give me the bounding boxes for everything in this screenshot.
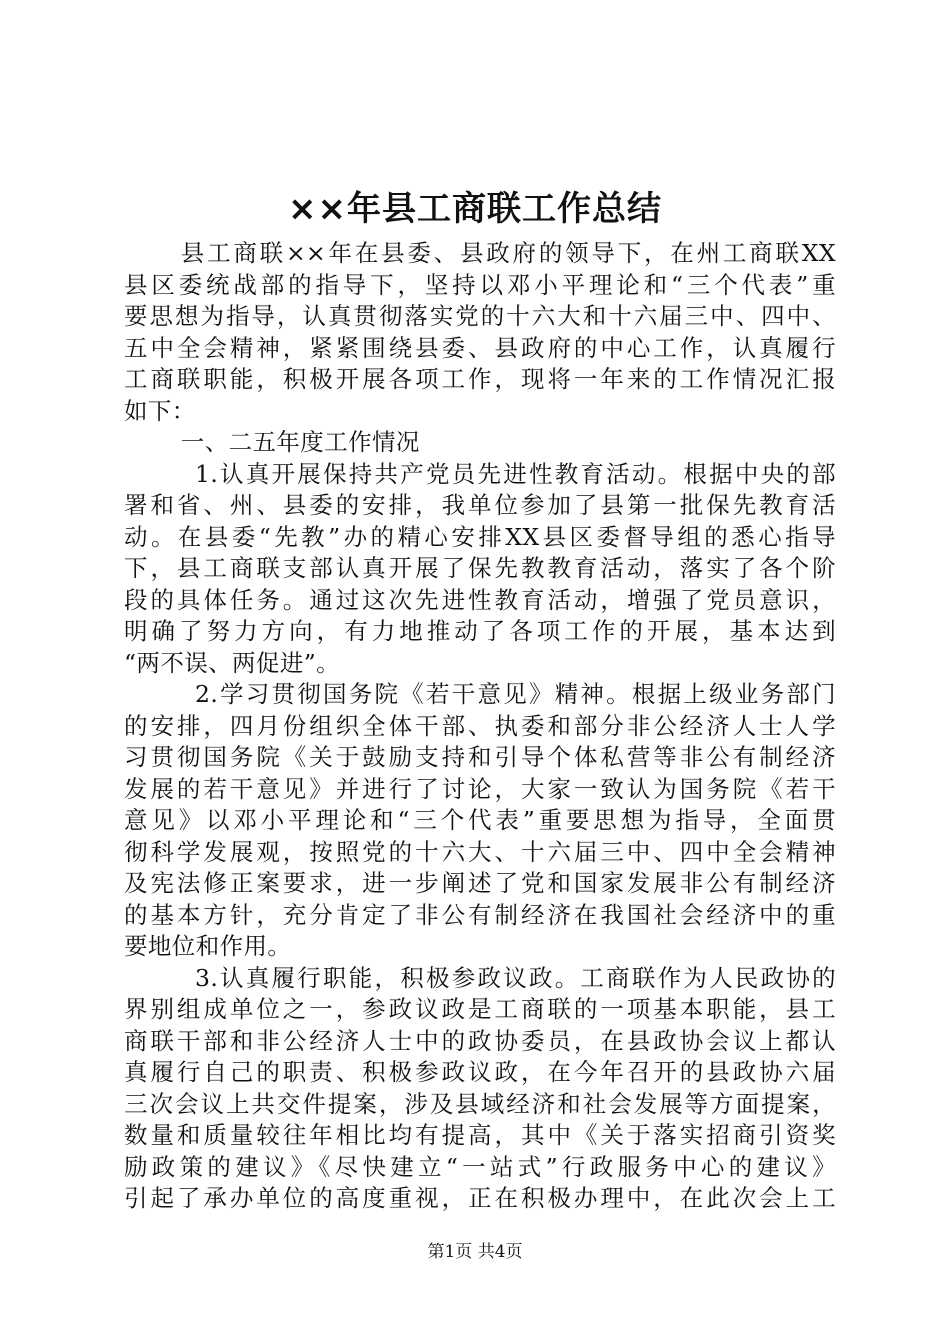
text-line: 如下： [124, 396, 196, 425]
document-title: ××年县工商联工作总结 [288, 189, 662, 229]
text-line: 数量和质量较往年相比均有提高，其中《关于落实招商引资奖 [124, 1121, 836, 1149]
text-line: 界别组成单位之一，参政议政是工商联的一项基本职能，县工 [124, 995, 836, 1023]
text-line: 段的具体任务。通过这次先进性教育活动，增强了党员意识， [124, 585, 836, 614]
text-line: 2.学习贯彻国务院《若干意见》精神。根据上级业务部门 [195, 680, 836, 708]
text-line: 下，县工商联支部认真开展了保先教教育活动，落实了各个阶 [124, 554, 836, 582]
text-line: 1.认真开展保持共产党员先进性教育活动。根据中央的部 [195, 459, 836, 488]
text-line: 动。在县委“先教”办的精心安排XX县区委督导组的悉心指导 [124, 522, 836, 551]
text-line: 真履行自己的职责、积极参政议政，在今年召开的县政协六届 [124, 1058, 836, 1086]
text-line: 的基本方针，充分肯定了非公有制经济在我国社会经济中的重 [124, 900, 836, 929]
text-line: 习贯彻国务院《关于鼓励支持和引导个体私营等非公有制经济 [124, 743, 836, 771]
page-footer: 第1页 共4页 [427, 1242, 523, 1262]
text-line: 3.认真履行职能，积极参政议政。工商联作为人民政协的 [195, 963, 836, 992]
text-line: 工商联职能，积极开展各项工作，现将一年来的工作情况汇报 [124, 365, 836, 393]
text-line: 的安排，四月份组织全体干部、执委和部分非公经济人士人学 [124, 711, 836, 740]
text-line: 三次会议上共交件提案，涉及县域经济和社会发展等方面提案， [124, 1089, 836, 1118]
text-line: 及宪法修正案要求，进一步阐述了党和国家发展非公有制经济 [124, 869, 836, 897]
text-line: 商联干部和非公经济人士中的政协委员，在县政协会议上都认 [124, 1026, 836, 1055]
text-line: 要思想为指导，认真贯彻落实党的十六大和十六届三中、四中、 [124, 302, 836, 330]
text-line: 意见》以邓小平理论和“三个代表”重要思想为指导，全面贯 [124, 806, 836, 834]
text-line: 署和省、州、县委的安排，我单位参加了县第一批保先教育活 [124, 491, 836, 519]
text-line: 要地位和作用。 [124, 932, 292, 960]
text-line: 五中全会精神，紧紧围绕县委、县政府的中心工作，认真履行 [124, 333, 836, 362]
text-line: 励政策的建议》《尽快建立“一站式”行政服务中心的建议》 [124, 1152, 836, 1181]
text-line: 发展的若干意见》并进行了讨论，大家一致认为国务院《若干 [124, 774, 836, 803]
text-line: 县工商联××年在县委、县政府的领导下，在州工商联XX [180, 239, 836, 267]
text-line: 县区委统战部的指导下，坚持以邓小平理论和“三个代表”重 [124, 270, 836, 299]
document-body [124, 238, 836, 1215]
text-line: 明确了努力方向，有力地推动了各项工作的开展，基本达到 [124, 617, 836, 645]
text-line: 一、二五年度工作情况 [180, 428, 420, 456]
text-line: “两不误、两促进”。 [124, 648, 341, 677]
text-line: 引起了承办单位的高度重视，正在积极办理中，在此次会上工 [124, 1184, 836, 1212]
text-line: 彻科学发展观，按照党的十六大、十六届三中、四中全会精神 [124, 837, 836, 866]
